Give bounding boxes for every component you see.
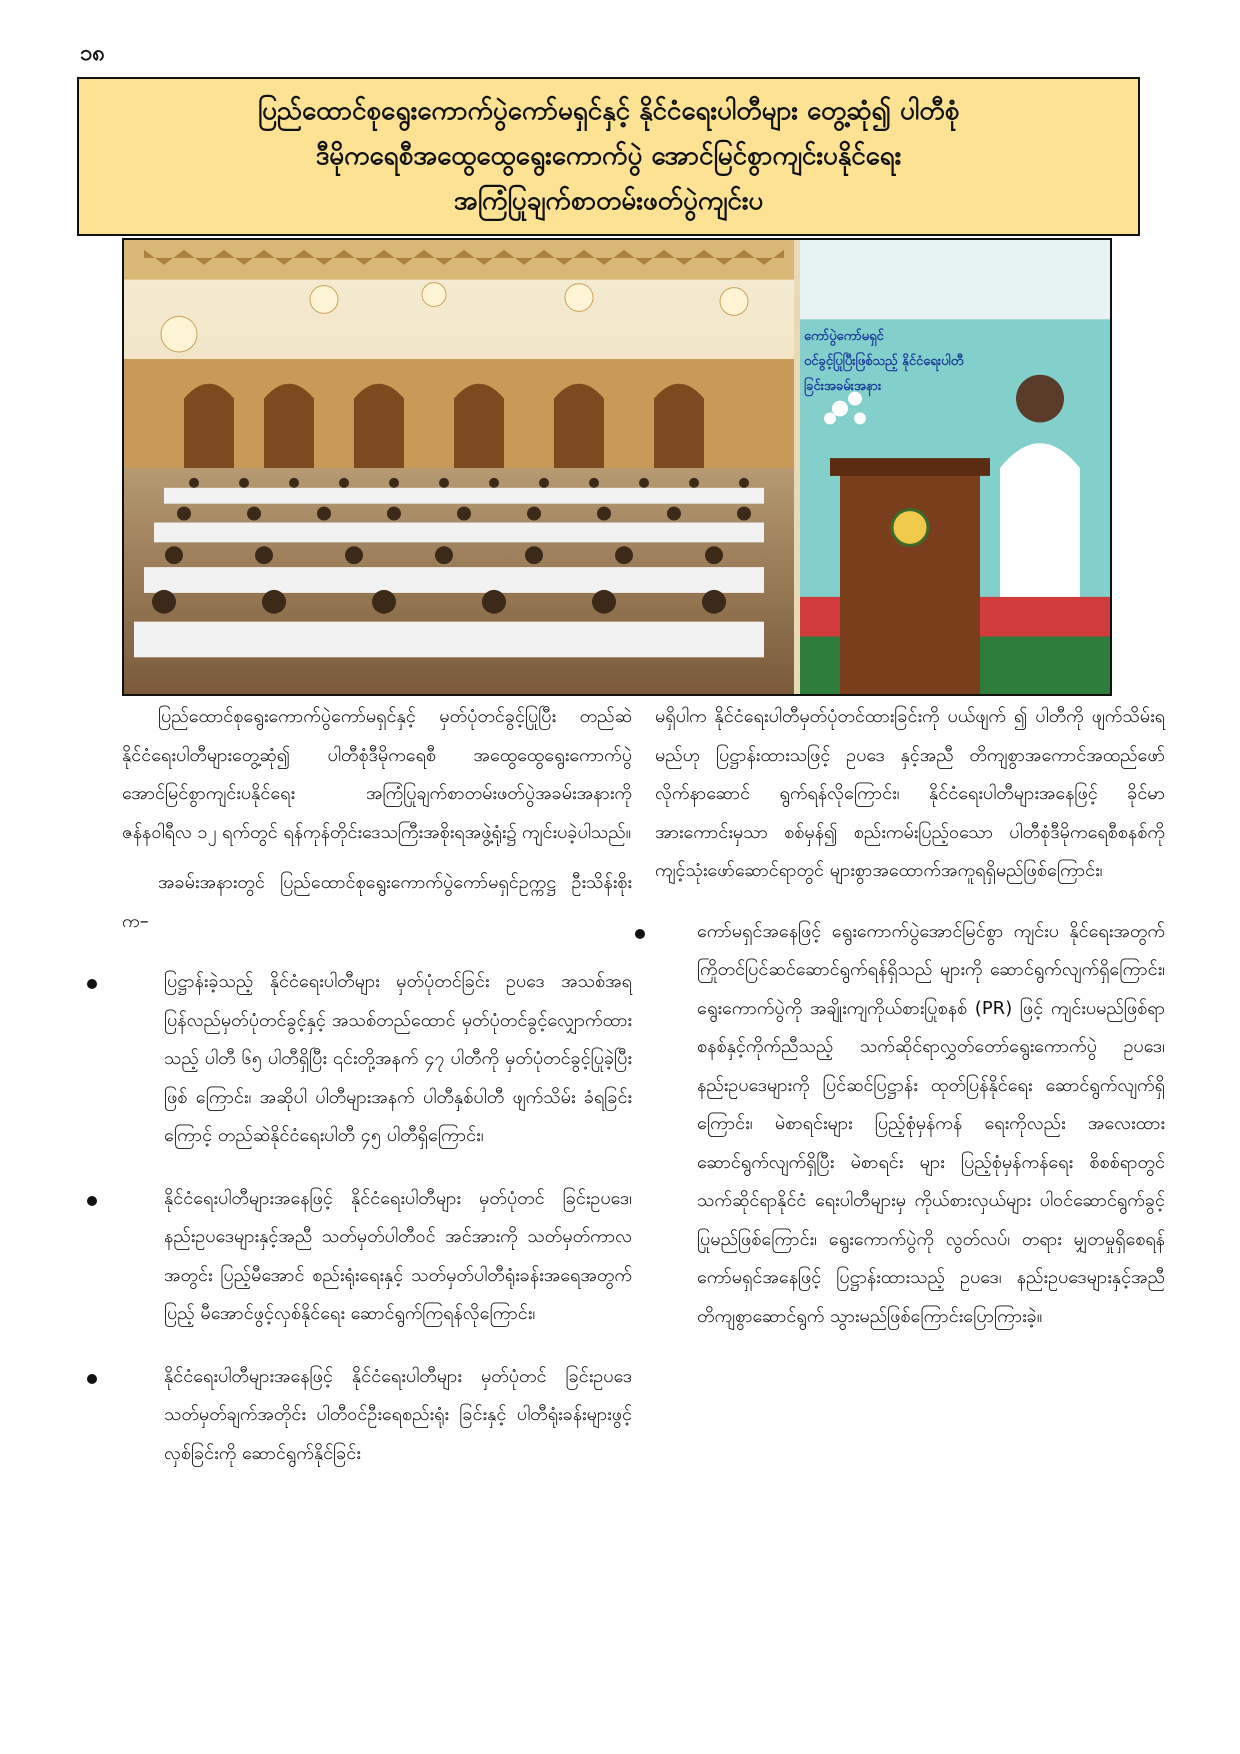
bullet-text: နိုင်ငံရေးပါတီများအနေဖြင့် နိုင်ငံရေးပါတီများ မှတ်ပုံတင် ခြင်းဥပဒေ၊ နည်းဥပဒေများနှင့်အညီ သတ်မှတ်ပါတီဝင် အင်အားကို သတ်မှတ်ကာလအတွင်း ပြည့်မီအောင် စည်းရုံးရေးနှင့် သတ်မှတ်ပါတီရုံးခန်းအရေအတွက် ပြည့် မီအောင်ဖွင့်လှစ်နိုင်ရေး ဆောင်ရွက်ကြရန်လိုကြောင်း၊	[164, 1187, 632, 1324]
banner-line-2: ဝင်ခွင့်ပြုပြီးဖြစ်သည့် နိုင်ငံရေးပါတီ	[804, 354, 964, 369]
photo-frame	[122, 238, 1112, 696]
article-title-box	[77, 77, 1140, 236]
article-title-line-2: ဒီမိုကရေစီအထွေထွေရွေးကောက်ပွဲ အောင်မြင်စွာကျင်းပနိုင်ရေး	[315, 141, 902, 171]
intro-paragraph: ပြည်ထောင်စုရွေးကောက်ပွဲကော်မရှင်နှင့် မှတ်ပုံတင်ခွင့်ပြုပြီး တည်ဆဲနိုင်ငံရေးပါတီများတွေ့ဆုံ၍ ပါတီစုံဒီမိုကရေစီ အထွေထွေရွေးကောက်ပွဲ အောင်မြင်စွာကျင်းပနိုင်ရေး အကြံပြုချက်စာတမ်းဖတ်ပွဲအခမ်းအနားကို ဇန်နဝါရီလ ၁၂ ရက်တွင် ရန်ကုန်တိုင်းဒေသကြီးအစိုးရအဖွဲ့ရုံး၌ ကျင်းပခဲ့ပါသည်။	[122, 706, 632, 843]
left-column	[122, 698, 632, 1473]
bullet-item	[655, 913, 1165, 1337]
bullet-dot	[87, 1374, 97, 1384]
bullet-dot	[87, 979, 97, 989]
podium-scene	[800, 240, 1110, 694]
banner-line-3: ခြင်းအခမ်းအနား	[804, 379, 882, 394]
banner-line-1: ကော်ပွဲကော်မရှင်	[804, 329, 884, 344]
bullet-dot	[635, 929, 645, 939]
article-title-line-1: ပြည်ထောင်စုရွေးကောက်ပွဲကော်မရှင်နှင့် နိုင်ငံရေးပါတီများ တွေ့ဆုံ၍ ပါတီစုံ	[257, 96, 960, 126]
speaker-podium-photo	[800, 240, 1110, 694]
bullet-item	[122, 1358, 632, 1474]
bullet-item	[122, 1180, 632, 1334]
bullet-text: ပြဋ္ဌာန်းခဲ့သည့် နိုင်ငံရေးပါတီများ မှတ်ပုံတင်ခြင်း ဥပဒေ အသစ်အရ ပြန်လည်မှတ်ပုံတင်ခွင့်နှင့် အသစ်တည်ထောင် မှတ်ပုံတင်ခွင့်လျှောက်ထားသည့် ပါတီ ၆၅ ပါတီရှိပြီး ၎င်းတို့အနက် ၄၇ ပါတီကို မှတ်ပုံတင်ခွင့်ပြုခဲ့ပြီးဖြစ် ကြောင်း၊ အဆိုပါ ပါတီများအနက် ပါတီနှစ်ပါတီ ဖျက်သိမ်း ခံရခြင်းကြောင့် တည်ဆဲနိုင်ငံရေးပါတီ ၄၅ ပါတီရှိကြောင်း၊	[164, 971, 632, 1146]
audience-hall-photo	[124, 240, 794, 694]
article-title-line-3: အကြံပြုချက်စာတမ်းဖတ်ပွဲကျင်းပ	[453, 186, 764, 216]
banner-text	[804, 324, 1104, 399]
continuation-paragraph: မရှိပါက နိုင်ငံရေးပါတီမှတ်ပုံတင်ထားခြင်းကို ပယ်ဖျက် ၍ ပါတီကို ဖျက်သိမ်းရမည်ဟု ပြဋ္ဌာန်းထားသဖြင့် ဥပဒေ နှင့်အညီ တိကျစွာအကောင်အထည်ဖော် လိုက်နာဆောင် ရွက်ရန်လိုကြောင်း၊ နိုင်ငံရေးပါတီများအနေဖြင့် ခိုင်မာ အားကောင်းမှသာ စစ်မှန်၍ စည်းကမ်းပြည့်ဝသော ပါတီစုံဒီမိုကရေစီစနစ်ကို ကျင့်သုံးဖော်ဆောင်ရာတွင် များစွာအထောက်အကူရရှိမည်ဖြစ်ကြောင်း၊	[655, 706, 1165, 881]
bullet-item	[122, 963, 632, 1156]
bullet-text: နိုင်ငံရေးပါတီများအနေဖြင့် နိုင်ငံရေးပါတီများ မှတ်ပုံတင် ခြင်းဥပဒေ သတ်မှတ်ချက်အတိုင်း ပါတီဝင်ဦးရေစည်းရုံး ခြင်းနှင့် ပါတီရုံးခန်းများဖွင့်လှစ်ခြင်းကို ဆောင်ရွက်နိုင်ခြင်း	[164, 1365, 632, 1464]
bullet-text: ကော်မရှင်အနေဖြင့် ရွေးကောက်ပွဲအောင်မြင်စွာ ကျင်းပ နိုင်ရေးအတွက် ကြိုတင်ပြင်ဆင်ဆောင်ရွက်ရန်ရှိသည် များကို ဆောင်ရွက်လျက်ရှိကြောင်း၊ ရွေးကောက်ပွဲကို အချိုးကျကိုယ်စားပြုစနစ် (PR) ဖြင့် ကျင်းပမည်ဖြစ်ရာ စနစ်နှင့်ကိုက်ညီသည့် သက်ဆိုင်ရာလွှတ်တော်ရွေးကောက်ပွဲ ဥပဒေ၊ နည်းဥပဒေများကို ပြင်ဆင်ပြဋ္ဌာန်း ထုတ်ပြန်နိုင်ရေး ဆောင်ရွက်လျက်ရှိကြောင်း၊ မဲစာရင်းများ ပြည့်စုံမှန်ကန် ရေးကိုလည်း အလေးထားဆောင်ရွက်လျက်ရှိပြီး မဲစာရင်း များ ပြည့်စုံမှန်ကန်ရေး စိစစ်ရာတွင် သက်ဆိုင်ရာနိုင်ငံ ရေးပါတီများမှ ကိုယ်စားလှယ်များ ပါဝင်ဆောင်ရွက်ခွင့် ပြုမည်ဖြစ်ကြောင်း၊ ရွေးကောက်ပွဲကို လွတ်လပ်၊ တရား မျှတမှုရှိစေရန် ကော်မရှင်အနေဖြင့် ပြဋ္ဌာန်းထားသည့် ဥပဒေ၊ နည်းဥပဒေများနှင့်အညီ တိကျစွာဆောင်ရွက် သွားမည်ဖြစ်ကြောင်းပြောကြားခဲ့။	[697, 920, 1165, 1327]
bullet-dot	[87, 1196, 97, 1206]
page-number: ၁၈	[80, 41, 105, 66]
right-column	[655, 698, 1165, 1336]
chairman-intro-paragraph: အခမ်းအနားတွင် ပြည်ထောင်စုရွေးကောက်ပွဲကော်မရှင်ဥက္ကဋ္ဌ ဦးသိန်းစိုးက–	[122, 872, 632, 932]
